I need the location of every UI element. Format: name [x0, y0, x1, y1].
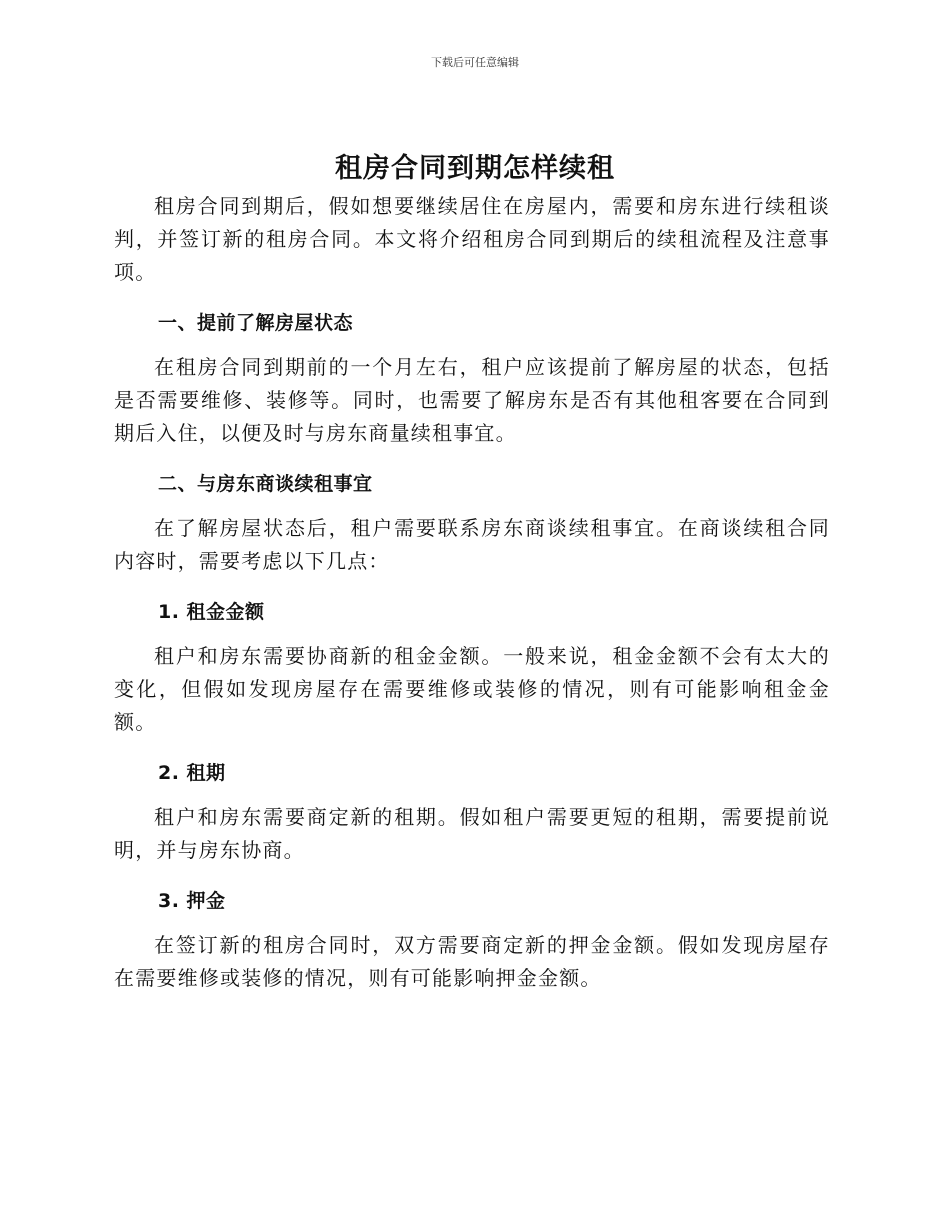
subsection-body-deposit: 在签订新的租房合同时，双方需要商定新的押金金额。假如发现房屋存在需要维修或装修的情况，则有可能影响押金金额。: [114, 933, 830, 990]
page-header-note: 下载后可任意编辑: [431, 56, 519, 69]
section-heading-2: 二、与房东商谈续租事宜: [158, 473, 373, 495]
section-body-1: 在租房合同到期前的一个月左右，租户应该提前了解房屋的状态，包括是否需要维修、装修等。同时，也需要了解房东是否有其他租客要在合同到期后入住，以便及时与房东商量续租事宜。: [114, 355, 830, 445]
subsection-heading-term: 2. 租期: [158, 762, 226, 784]
section-heading-1: 一、提前了解房屋状态: [158, 312, 354, 334]
document-title: 租房合同到期怎样续租: [335, 153, 615, 184]
subsection-heading-deposit: 3. 押金: [158, 890, 226, 912]
subsection-body-rent: 租户和房东需要协商新的租金金额。一般来说，租金金额不会有太大的变化，但假如发现房屋存在需要维修或装修的情况，则有可能影响租金金额。: [114, 644, 830, 734]
subsection-heading-rent: 1. 租金金额: [158, 601, 265, 623]
section-body-2: 在了解房屋状态后，租户需要联系房东商谈续租事宜。在商谈续租合同内容时，需要考虑以下几点：: [114, 516, 830, 573]
document-body: [114, 190, 830, 995]
intro-paragraph: 租房合同到期后，假如想要继续居住在房屋内，需要和房东进行续租谈判，并签订新的租房合同。本文将介绍租房合同到期后的续租流程及注意事项。: [114, 194, 830, 284]
subsection-body-term: 租户和房东需要商定新的租期。假如租户需要更短的租期，需要提前说明，并与房东协商。: [114, 805, 830, 862]
